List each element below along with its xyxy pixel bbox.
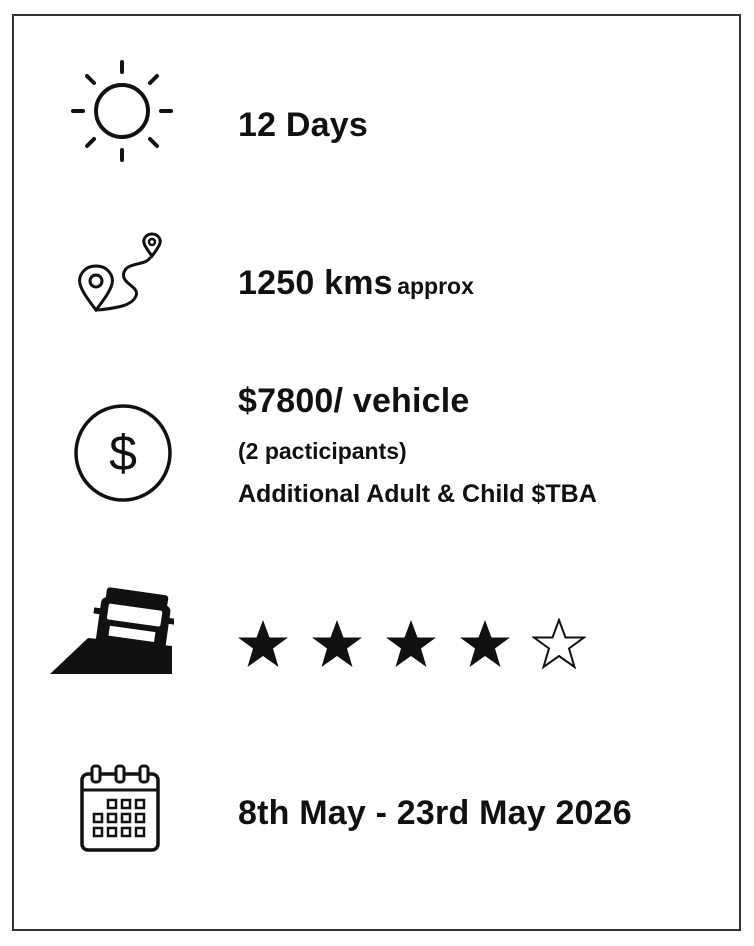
route-map-pin-icon: [76, 232, 166, 316]
difficulty-rating: [236, 618, 586, 670]
price-row: [14, 382, 739, 532]
distance-row: [14, 232, 739, 322]
distance-suffix: approx: [397, 273, 474, 299]
offroad-vehicle-icon: [48, 586, 174, 678]
dollar-coin-icon: [72, 402, 174, 504]
svg-text:$: $: [109, 425, 137, 481]
price-participants: (2 pacticipants): [238, 438, 407, 464]
trip-info-card: [12, 14, 741, 931]
distance-value: 1250 kms: [238, 264, 393, 302]
price-additional: Additional Adult & Child $TBA: [238, 480, 597, 508]
price-main: $7800/ vehicle: [238, 382, 470, 420]
star-filled-icon: [458, 618, 512, 670]
star-empty-icon: [532, 618, 586, 670]
star-filled-icon: [236, 618, 290, 670]
difficulty-row: [14, 586, 739, 686]
duration-row: [14, 58, 739, 168]
dates-text: 8th May - 23rd May 2026: [238, 794, 632, 832]
calendar-icon: [78, 762, 162, 854]
star-filled-icon: [310, 618, 364, 670]
dates-row: [14, 762, 739, 862]
duration-text: 12 Days: [238, 106, 368, 144]
star-filled-icon: [384, 618, 438, 670]
distance-text: [238, 264, 474, 303]
sun-icon: [70, 58, 174, 164]
